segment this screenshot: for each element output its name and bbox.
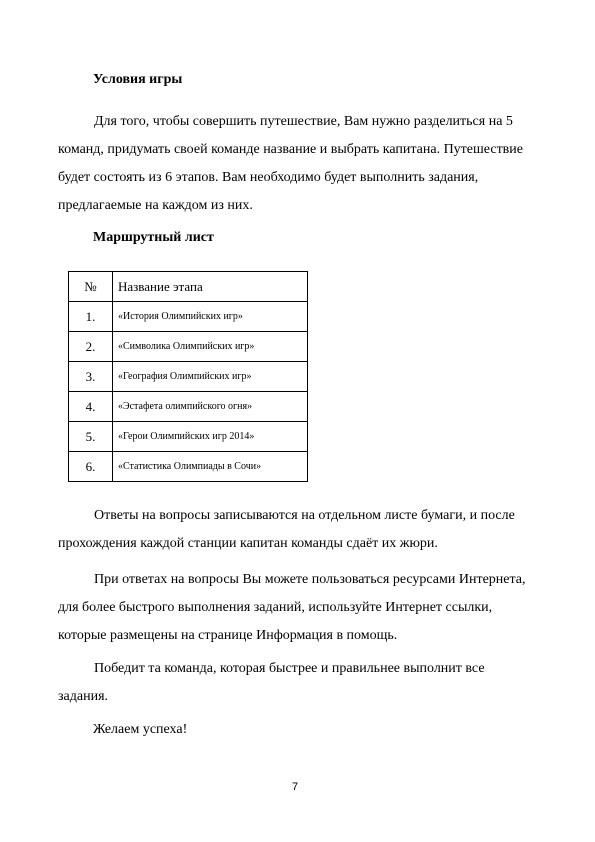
route-table: [68, 271, 308, 482]
answers-paragraph: [58, 502, 538, 558]
header-name: Название этапа: [113, 272, 308, 302]
table-row: [69, 362, 308, 392]
row-name: «История Олимпийских игр»: [113, 302, 308, 332]
internet-line-2: для более быстрого выполнения заданий, используйте Интернет ссылки,: [58, 600, 493, 615]
route-heading: Маршрутный лист: [93, 230, 214, 245]
header-num: №: [69, 272, 113, 302]
page-number: 7: [292, 781, 299, 793]
row-num: 5.: [69, 422, 113, 452]
internet-paragraph: [58, 566, 538, 650]
winner-line-1: Победит та команда, которая быстрее и правильнее выполнит все: [94, 661, 485, 676]
row-name: «Статистика Олимпиады в Сочи»: [113, 452, 308, 482]
table-row: [69, 332, 308, 362]
row-num: 6.: [69, 452, 113, 482]
answers-line-1: Ответы на вопросы записываются на отдельном листе бумаги, и после: [94, 508, 515, 523]
winner-paragraph: [58, 655, 538, 711]
rules-line-3: будет состоять из 6 этапов. Вам необходимо будет выполнить задания,: [58, 170, 479, 185]
rules-line-2: команд, придумать своей команде название и выбрать капитана. Путешествие: [58, 142, 524, 157]
winner-line-2: задания.: [58, 689, 109, 704]
row-num: 3.: [69, 362, 113, 392]
table-row: [69, 302, 308, 332]
rules-line-1: Для того, чтобы совершить путешествие, Вам нужно разделиться на 5: [94, 114, 513, 129]
row-name: «География Олимпийских игр»: [113, 362, 308, 392]
table-row: [69, 392, 308, 422]
answers-line-2: прохождения каждой станции капитан команды сдаёт их жюри.: [58, 536, 438, 551]
row-name: «Эстафета олимпийского огня»: [113, 392, 308, 422]
row-num: 4.: [69, 392, 113, 422]
rules-heading: Условия игры: [93, 72, 183, 87]
route-table-header: [69, 272, 308, 302]
row-num: 1.: [69, 302, 113, 332]
rules-paragraph: [58, 108, 538, 220]
rules-line-4: предлагаемые на каждом из них.: [58, 198, 253, 213]
row-name: «Символика Олимпийских игр»: [113, 332, 308, 362]
wish-text: Желаем успеха!: [93, 722, 188, 737]
row-num: 2.: [69, 332, 113, 362]
row-name: «Герои Олимпийских игр 2014»: [113, 422, 308, 452]
internet-line-3: которые размещены на странице Информация в помощь.: [58, 628, 398, 643]
table-row: [69, 452, 308, 482]
table-row: [69, 422, 308, 452]
internet-line-1: При ответах на вопросы Вы можете пользоваться ресурсами Интернета,: [94, 572, 526, 587]
